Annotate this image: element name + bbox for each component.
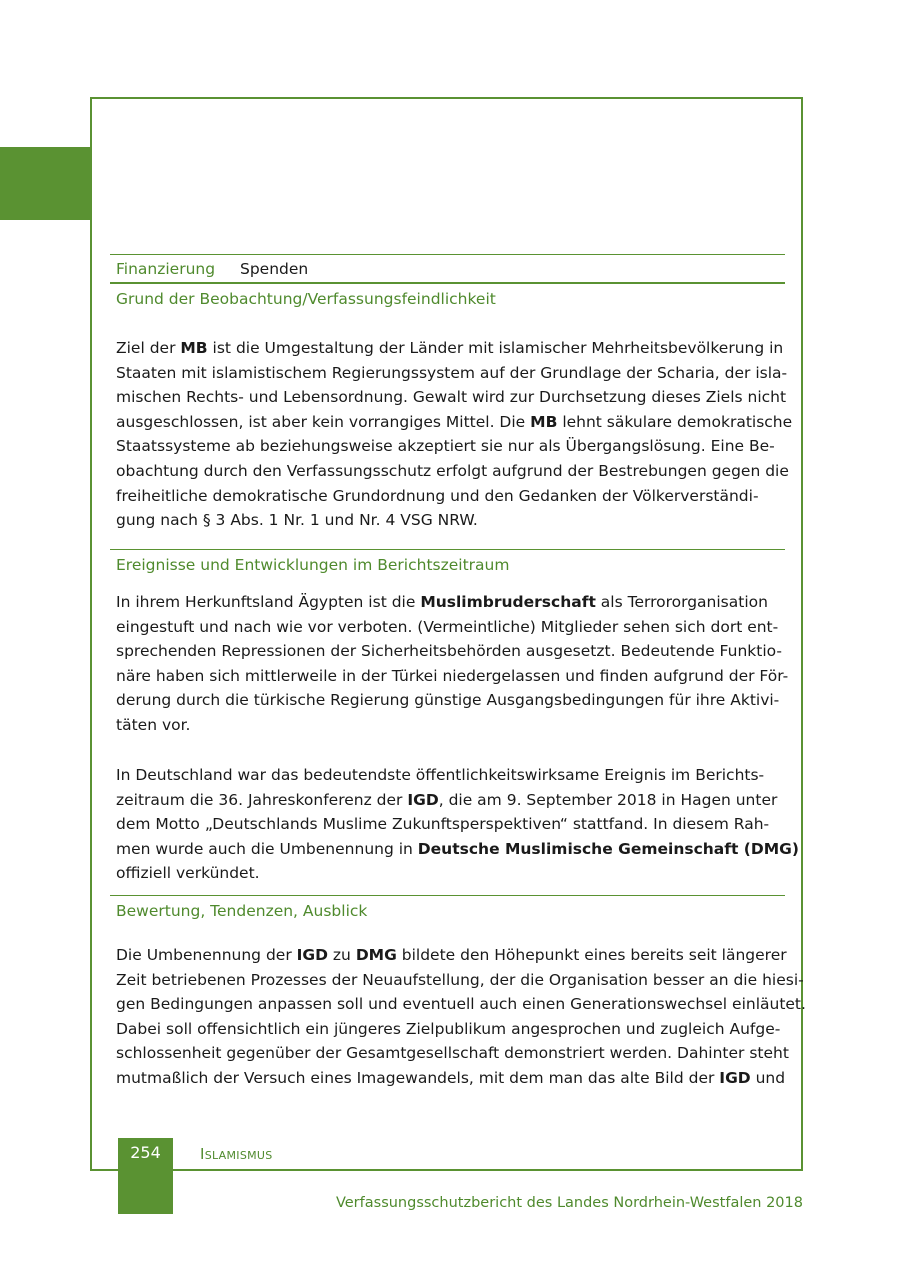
text-segment: ist die Umgestaltung der Länder mit islamischer Mehrheitsbevölkerung in: [207, 339, 784, 357]
paragraph-assessment: [116, 943, 806, 1091]
text-segment: gung nach § 3 Abs. 1 Nr. 1 und Nr. 4 VSG NRW.: [116, 511, 478, 530]
publication-title: Verfassungsschutzbericht des Landes Nordrhein-Westfalen 2018: [335, 1195, 803, 1211]
text-line: [116, 788, 780, 813]
text-segment: offiziell verkündet.: [116, 864, 260, 883]
bold-term: IGD: [296, 946, 328, 964]
text-line: [116, 484, 780, 509]
text-segment: sprechenden Repressionen der Sicherheitsbehörden ausgesetzt. Bedeutende Funktio-: [116, 642, 782, 661]
bold-term: MB: [180, 339, 208, 357]
text-line: [116, 459, 789, 484]
text-segment: schlossenheit gegenüber der Gesamtgesellschaft demonstriert werden. Dahinter steht: [116, 1044, 789, 1063]
paragraph-events-egypt: [116, 590, 789, 738]
text-segment: bildete den Höhepunkt eines bereits seit längerer: [396, 946, 787, 964]
text-segment: näre haben sich mittlerweile in der Türkei niedergelassen und finden aufgrund der För-: [116, 666, 789, 685]
text-segment: mischen Rechts- und Lebensordnung. Gewalt wird zur Durchsetzung dieses Ziels nicht: [116, 388, 787, 407]
bold-term: IGD: [719, 1068, 751, 1087]
text-segment: Ziel der: [116, 339, 181, 357]
text-line: [116, 664, 789, 689]
text-line: [116, 943, 787, 968]
text-segment: Dabei soll offensichtlich ein jüngeres Zielpublikum angesprochen und zugleich Aufge-: [116, 1019, 781, 1038]
text-segment: obachtung durch den Verfassungsschutz erfolgt aufgrund der Bestrebungen gegen die: [116, 461, 789, 480]
page-number: 254: [130, 1143, 161, 1162]
text-line: [116, 968, 804, 993]
text-line: [116, 385, 787, 410]
text-line: [116, 639, 780, 664]
text-segment: Staaten mit islamistischem Regierungssystem auf der Grundlage der Scharia, der isla-: [116, 363, 788, 382]
text-segment: zeitraum die 36. Jahreskonferenz der: [116, 790, 408, 809]
text-line: [116, 763, 780, 788]
text-segment: lehnt säkulare demokratische: [557, 412, 793, 431]
text-line: [116, 992, 806, 1017]
text-line: [116, 410, 793, 435]
text-segment: gen Bedingungen anpassen soll und eventuell auch einen Generationswechsel einläutet.: [116, 995, 806, 1014]
text-line: [116, 713, 780, 738]
divider-financing: [110, 282, 785, 284]
bold-term: Muslimbruderschaft: [420, 593, 596, 611]
text-segment: freiheitliche demokratische Grundordnung und den Gedanken der Völkerverständi-: [116, 486, 759, 505]
paragraph-observation: [116, 336, 793, 533]
divider-assessment: [110, 895, 785, 896]
divider-top: [110, 254, 785, 255]
paragraph-events-germany: [116, 763, 799, 886]
text-line: [116, 1041, 789, 1066]
text-segment: zu: [327, 946, 356, 964]
bold-term: DMG: [355, 946, 397, 964]
text-segment: mutmaßlich der Versuch eines Imagewandels, mit dem man das alte Bild der: [116, 1068, 720, 1087]
text-segment: Staatssysteme ab beziehungsweise akzeptiert sie nur als Übergangslösung. Eine Be-: [116, 437, 775, 456]
section-heading-observation: Grund der Beobachtung/Verfassungsfeindlichkeit: [116, 290, 496, 308]
text-segment: derung durch die türkische Regierung günstige Ausgangsbedingungen für ihre Aktivi-: [116, 691, 780, 710]
text-line: [116, 336, 784, 361]
text-line: [116, 434, 780, 459]
text-segment: In ihrem Herkunftsland Ägypten ist die: [116, 593, 421, 611]
financing-value: Spenden: [240, 260, 309, 278]
text-line: [116, 688, 780, 713]
text-segment: täten vor.: [116, 715, 191, 734]
text-line: [116, 861, 780, 886]
bold-term: Deutsche Muslimische Gemeinschaft (DMG): [417, 839, 799, 858]
text-line: [116, 361, 788, 386]
text-segment: Zeit betriebenen Prozesses der Neuaufstellung, der die Organisation besser an die hiesi-: [116, 970, 804, 989]
text-segment: als Terrororganisation: [595, 593, 768, 611]
text-line: [116, 1066, 786, 1091]
text-segment: und: [750, 1068, 786, 1087]
text-line: [116, 508, 780, 533]
divider-events: [110, 549, 785, 550]
bold-term: IGD: [407, 790, 439, 809]
section-heading-assessment: Bewertung, Tendenzen, Ausblick: [116, 902, 368, 920]
text-line: [116, 615, 780, 640]
text-line: [116, 837, 799, 862]
text-segment: ausgeschlossen, ist aber kein vorrangiges Mittel. Die: [116, 412, 531, 431]
financing-label: Finanzierung: [116, 260, 216, 278]
chapter-title: Islamismus: [200, 1145, 273, 1163]
text-line: [116, 812, 780, 837]
text-segment: , die am 9. September 2018 in Hagen unter: [438, 790, 778, 809]
text-segment: dem Motto „Deutschlands Muslime Zukunftsperspektiven“ stattfand. In diesem Rah-: [116, 815, 770, 834]
text-segment: men wurde auch die Umbenennung in: [116, 839, 418, 858]
text-segment: In Deutschland war das bedeutendste öffentlichkeitswirksame Ereignis im Berichts-: [116, 766, 765, 784]
chapter-marker-block: [0, 147, 92, 220]
bold-term: MB: [530, 412, 558, 431]
text-line: [116, 590, 780, 615]
text-line: [116, 1017, 780, 1042]
text-segment: Die Umbenennung der: [116, 946, 297, 964]
section-heading-events: Ereignisse und Entwicklungen im Berichtszeitraum: [116, 556, 510, 574]
text-segment: eingestuft und nach wie vor verboten. (Vermeintliche) Mitglieder sehen sich dort ent-: [116, 617, 779, 636]
